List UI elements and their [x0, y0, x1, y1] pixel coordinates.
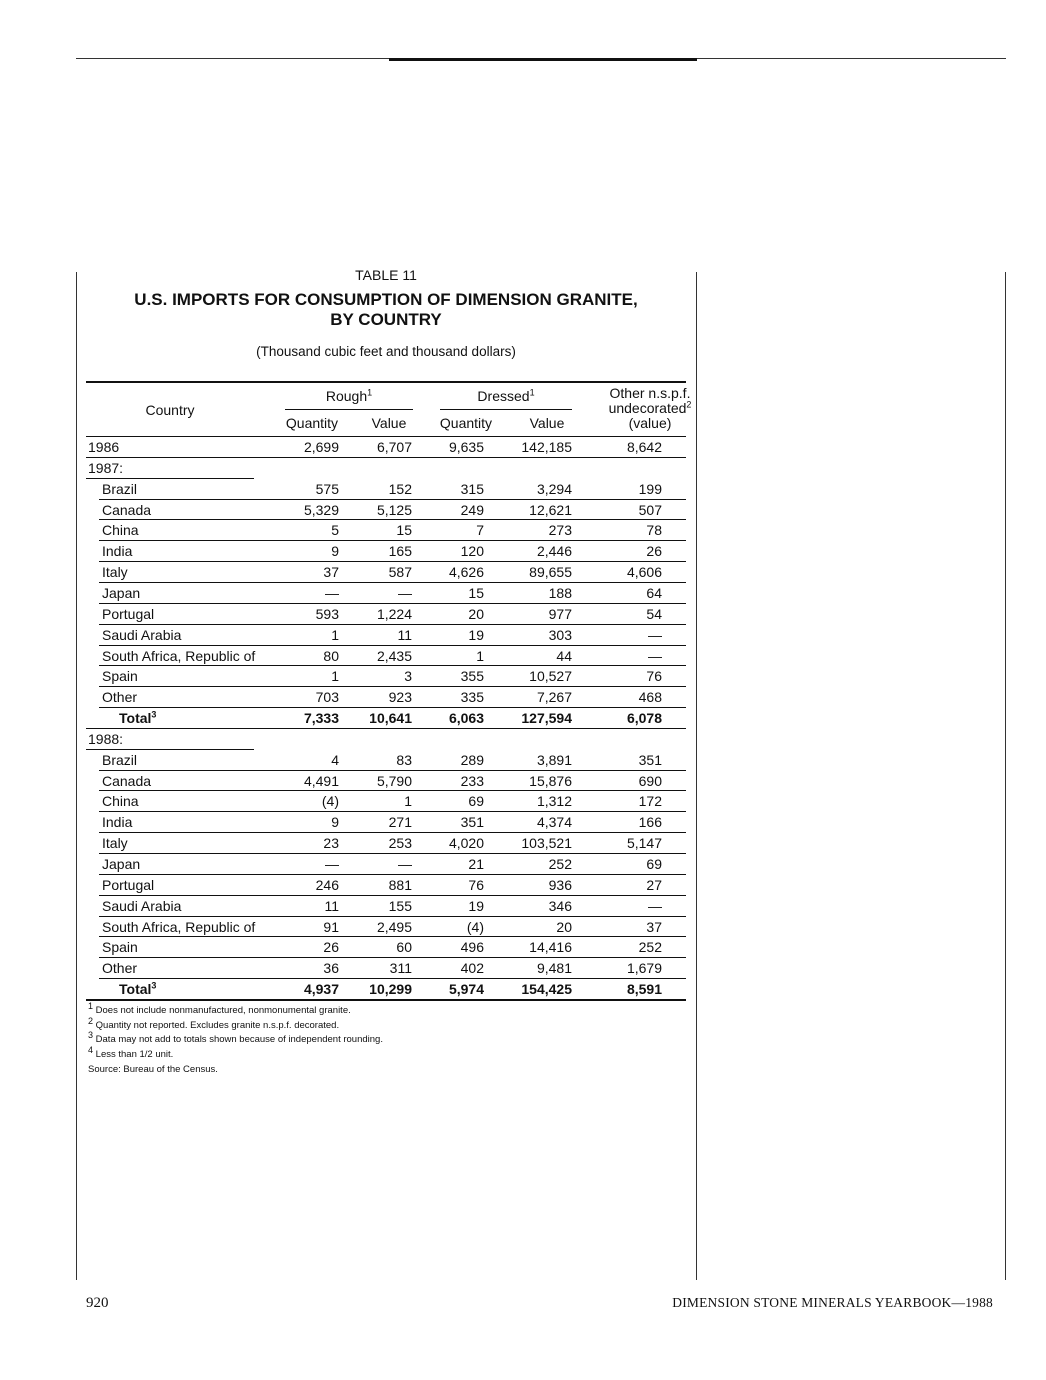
row-label	[102, 917, 255, 937]
cell-rq: 11	[324, 897, 339, 914]
source-note: Source: Bureau of the Census.	[88, 1064, 218, 1075]
header-dressed-quantity: Quantity	[439, 415, 493, 431]
row-label-note: 3	[151, 980, 157, 991]
cell-dq: 496	[460, 939, 484, 956]
header-country: Country	[145, 402, 195, 418]
column-rule-right	[1005, 272, 1006, 1280]
cell-rv: 155	[388, 897, 412, 914]
cell-rq: 23	[323, 835, 339, 852]
header-other-line2	[594, 401, 706, 416]
cell-dq: 351	[460, 814, 484, 831]
footnote-mark: 4	[88, 1044, 94, 1055]
cell-dq: 1	[476, 647, 484, 664]
footnote-mark: 1	[88, 1000, 94, 1011]
header-dressed-label: Dressed	[477, 388, 530, 404]
row-label	[119, 979, 156, 999]
cell-dq: 355	[460, 668, 484, 685]
cell-dv: 15,876	[529, 772, 572, 789]
cell-dv: 252	[548, 856, 572, 872]
cell-rq: 5,329	[303, 501, 339, 518]
cell-o	[600, 729, 662, 749]
cell-dv: 7,267	[536, 689, 572, 706]
footnote-text: Data may not add to totals shown because of independent rounding.	[95, 1034, 383, 1045]
table-subtitle: (Thousand cubic feet and thousand dollars)	[256, 344, 516, 359]
cell-rv: 15	[396, 522, 412, 539]
cell-dv: 9,481	[536, 960, 572, 977]
cell-o	[600, 458, 662, 478]
cell-rq: 4,937	[303, 981, 339, 998]
row-label	[102, 875, 154, 895]
cell-rv: 6,707	[376, 439, 412, 455]
cell-dq: 335	[460, 689, 484, 706]
cell-dq: 315	[460, 480, 484, 497]
cell-dv: 273	[548, 522, 572, 539]
cell-rq: 5	[331, 522, 339, 539]
cell-dq: 4,626	[448, 564, 484, 581]
cell-dv: 44	[556, 647, 572, 664]
cell-rq: 1	[331, 668, 339, 685]
cell-rv: 5,790	[376, 772, 412, 789]
cell-o: 199	[638, 480, 662, 497]
footnote	[88, 1029, 383, 1047]
cell-rv: 10,641	[369, 710, 412, 727]
cell-dq: 402	[460, 960, 484, 977]
row-label-text: 1986	[88, 439, 120, 455]
cell-rq: 1	[331, 626, 339, 643]
cell-dv: 188	[548, 584, 572, 601]
cell-o: 351	[638, 751, 662, 768]
row-label-text: South Africa, Republic of	[102, 918, 256, 935]
cell-rq: 26	[323, 939, 339, 956]
row-label	[102, 791, 139, 811]
cell-dv: 303	[548, 626, 572, 643]
cell-dv: 2,446	[536, 543, 572, 560]
cell-rq: —	[325, 856, 339, 872]
top-rule-bar	[389, 58, 697, 61]
row-label	[102, 666, 138, 686]
cell-dv: 127,594	[521, 710, 572, 727]
row-label-text: India	[102, 814, 133, 831]
footnote	[88, 1015, 340, 1033]
cell-o: 78	[646, 522, 662, 539]
row-label-text: 1988:	[88, 730, 124, 747]
cell-rq: 7,333	[303, 710, 339, 727]
row-label	[102, 854, 140, 874]
footnote-text: Does not include nonmanufactured, nonmonumental granite.	[95, 1005, 351, 1016]
cell-rv: 11	[397, 626, 412, 643]
cell-dv: 103,521	[521, 835, 572, 852]
cell-rv: 2,435	[376, 647, 412, 664]
cell-rq: 36	[323, 960, 339, 977]
cell-rq: 593	[315, 605, 339, 622]
header-other-note: 2	[686, 399, 692, 410]
row-label	[102, 500, 151, 520]
cell-dq: (4)	[466, 918, 484, 935]
row-label-text: Brazil	[102, 480, 138, 497]
row-label	[88, 729, 123, 749]
header-rough-quantity: Quantity	[285, 415, 339, 431]
row-label-note: 3	[151, 709, 157, 720]
header-other-line1: Other n.s.p.f.	[609, 385, 691, 401]
cell-rv: —	[398, 584, 412, 601]
row-label	[88, 458, 123, 478]
cell-dv: 936	[548, 876, 572, 893]
cell-rq: 9	[331, 814, 339, 831]
cell-o: 1,679	[626, 960, 662, 977]
row-label	[102, 646, 255, 666]
row-label	[102, 833, 128, 853]
row-label-text: Italy	[102, 564, 128, 581]
row-label-text: South Africa, Republic of	[102, 647, 256, 664]
cell-rv: 10,299	[369, 981, 412, 998]
cell-rv: 253	[388, 835, 412, 852]
header-rough-note: 1	[367, 387, 373, 398]
cell-o: 6,078	[626, 710, 662, 727]
cell-rv: 83	[396, 751, 412, 768]
row-label	[102, 520, 139, 540]
row-label-text: Canada	[102, 772, 152, 789]
row-label-text: 1987:	[88, 459, 124, 476]
cell-dq	[420, 458, 484, 478]
cell-rq: 4,491	[303, 772, 339, 789]
header-rough-value: Value	[371, 415, 407, 431]
row-label-text: Saudi Arabia	[102, 626, 182, 643]
cell-o: 64	[646, 584, 662, 601]
row-label	[102, 583, 140, 603]
row-label-text: Brazil	[102, 751, 138, 768]
row-label	[102, 896, 181, 916]
row-label-text: Total	[119, 710, 152, 727]
cell-rv: 2,495	[376, 918, 412, 935]
column-rule-left	[76, 272, 77, 1280]
dressed-rule	[440, 409, 572, 410]
cell-dv: 154,425	[521, 981, 572, 998]
cell-rq: 703	[315, 689, 339, 706]
cell-dq: 249	[460, 501, 484, 518]
cell-o: 76	[646, 668, 662, 685]
table-title	[86, 290, 686, 330]
cell-dv: 3,294	[536, 480, 572, 497]
row-label	[102, 625, 181, 645]
cell-dq: 76	[468, 876, 484, 893]
cell-o: 690	[638, 772, 662, 789]
cell-rq: 246	[315, 876, 339, 893]
cell-rq	[285, 729, 339, 749]
cell-dq: 21	[468, 856, 484, 872]
cell-o: 4,606	[626, 564, 662, 581]
cell-dq	[420, 729, 484, 749]
cell-o: 8,642	[626, 439, 662, 455]
cell-o: 5,147	[626, 835, 662, 852]
cell-o: 252	[638, 939, 662, 956]
cell-dv: 12,621	[529, 501, 572, 518]
cell-dq: 20	[468, 605, 484, 622]
cell-dv: 20	[556, 918, 572, 935]
cell-dv: 14,416	[529, 939, 572, 956]
row-label-text: Italy	[102, 835, 128, 852]
cell-dq: 7	[476, 522, 484, 539]
header-other-line2-text: undecorated	[608, 400, 687, 416]
cell-rq: 9	[331, 543, 339, 560]
cell-o: 507	[638, 501, 662, 518]
row-label	[102, 604, 154, 624]
footnote-mark: 2	[88, 1015, 94, 1026]
row-label-text: Saudi Arabia	[102, 897, 182, 914]
cell-rv	[350, 458, 412, 478]
cell-dv	[500, 458, 572, 478]
rough-rule	[285, 409, 413, 410]
cell-rv: 1,224	[376, 605, 412, 622]
table-title-line2: BY COUNTRY	[330, 310, 442, 329]
cell-o: 26	[646, 543, 662, 560]
row-label-text: China	[102, 522, 139, 539]
cell-rq: 37	[323, 564, 339, 581]
cell-o: 54	[646, 605, 662, 622]
header-dressed	[440, 388, 572, 404]
cell-rq: —	[325, 584, 339, 601]
row-label	[102, 771, 151, 791]
row-label-text: Other	[102, 689, 138, 706]
cell-rq: 4	[331, 751, 339, 768]
row-label	[102, 541, 132, 561]
row-label	[88, 437, 119, 457]
row-label-text: China	[102, 793, 139, 810]
row-label	[102, 812, 132, 832]
cell-o: 8,591	[626, 981, 662, 998]
row-label-text: Spain	[102, 668, 138, 685]
cell-o: 468	[638, 689, 662, 706]
cell-rq: 80	[323, 647, 339, 664]
cell-dq: 5,974	[448, 981, 484, 998]
cell-dv: 4,374	[536, 814, 572, 831]
row-label-text: Japan	[102, 856, 141, 872]
footnote	[88, 1044, 174, 1062]
cell-rv: 165	[388, 543, 412, 560]
cell-rv: 152	[388, 480, 412, 497]
cell-rq: 2,699	[303, 439, 339, 455]
cell-o: —	[648, 626, 662, 643]
row-label-text: Other	[102, 960, 138, 977]
table-label: TABLE 11	[355, 267, 417, 283]
cell-rv: —	[398, 856, 412, 872]
cell-dq: 120	[460, 543, 484, 560]
cell-o: 69	[646, 856, 662, 872]
cell-rv: 5,125	[376, 501, 412, 518]
cell-dv	[500, 729, 572, 749]
row-label-text: Japan	[102, 584, 141, 601]
cell-dq: 4,020	[448, 835, 484, 852]
header-other-line3: (value)	[628, 415, 672, 431]
cell-rq	[285, 458, 339, 478]
cell-dq: 233	[460, 772, 484, 789]
cell-o: 37	[646, 918, 662, 935]
row-label-text: Canada	[102, 501, 152, 518]
row-label-text: Portugal	[102, 605, 155, 622]
cell-o: —	[648, 897, 662, 914]
cell-dv: 10,527	[529, 668, 572, 685]
footnote-text: Less than 1/2 unit.	[95, 1048, 174, 1060]
cell-rv: 1	[404, 793, 412, 810]
cell-dv: 89,655	[529, 564, 572, 581]
row-label-text: India	[102, 543, 133, 560]
cell-dq: 19	[468, 897, 484, 914]
cell-rq: (4)	[321, 793, 339, 810]
cell-rv: 587	[388, 564, 412, 581]
cell-o: 166	[638, 814, 662, 831]
cell-rv: 3	[404, 668, 412, 685]
cell-dq: 9,635	[448, 439, 484, 455]
cell-rq: 575	[315, 480, 339, 497]
table-title-line1: U.S. IMPORTS FOR CONSUMPTION OF DIMENSION GRANITE,	[134, 290, 638, 309]
row-label	[102, 687, 137, 707]
footnote-mark: 3	[88, 1029, 94, 1040]
row-label	[102, 937, 138, 957]
row-label	[102, 750, 137, 770]
cell-rv: 881	[388, 876, 412, 893]
cell-o: 27	[646, 876, 662, 893]
table-top-rule	[86, 381, 686, 383]
cell-rv: 923	[388, 689, 412, 706]
cell-rq: 91	[323, 918, 339, 935]
row-label-text: Total	[119, 981, 152, 998]
cell-o: 172	[638, 793, 662, 810]
cell-rv	[350, 729, 412, 749]
header-rough-label: Rough	[325, 388, 368, 404]
cell-dv: 346	[548, 897, 572, 914]
cell-o: —	[648, 647, 662, 664]
cell-rv: 311	[389, 960, 412, 977]
cell-dv: 142,185	[521, 439, 572, 455]
header-dressed-note: 1	[529, 387, 535, 398]
footnote-text: Quantity not reported. Excludes granite n.s.p.f. decorated.	[95, 1019, 340, 1031]
row-label	[102, 958, 137, 978]
cell-dq: 6,063	[448, 710, 484, 727]
cell-dq: 289	[460, 751, 484, 768]
cell-dv: 3,891	[536, 751, 572, 768]
cell-dv: 1,312	[536, 793, 572, 810]
header-other	[594, 386, 706, 431]
row-label	[102, 562, 128, 582]
cell-dv: 977	[548, 605, 572, 622]
row-label-text: Portugal	[102, 876, 155, 893]
cell-rv: 60	[396, 939, 412, 956]
header-dressed-value: Value	[529, 415, 565, 431]
footnote	[88, 1000, 351, 1018]
row-rule	[86, 999, 686, 1001]
row-label-text: Spain	[102, 939, 138, 956]
row-label	[119, 708, 156, 728]
header-rough	[285, 388, 413, 404]
cell-dq: 15	[468, 584, 484, 601]
row-label	[102, 479, 137, 499]
running-title: DIMENSION STONE MINERALS YEARBOOK—1988	[672, 1295, 993, 1310]
cell-dq: 69	[468, 793, 484, 810]
cell-rv: 271	[388, 814, 412, 831]
cell-dq: 19	[468, 626, 484, 643]
page-number: 920	[86, 1295, 109, 1311]
